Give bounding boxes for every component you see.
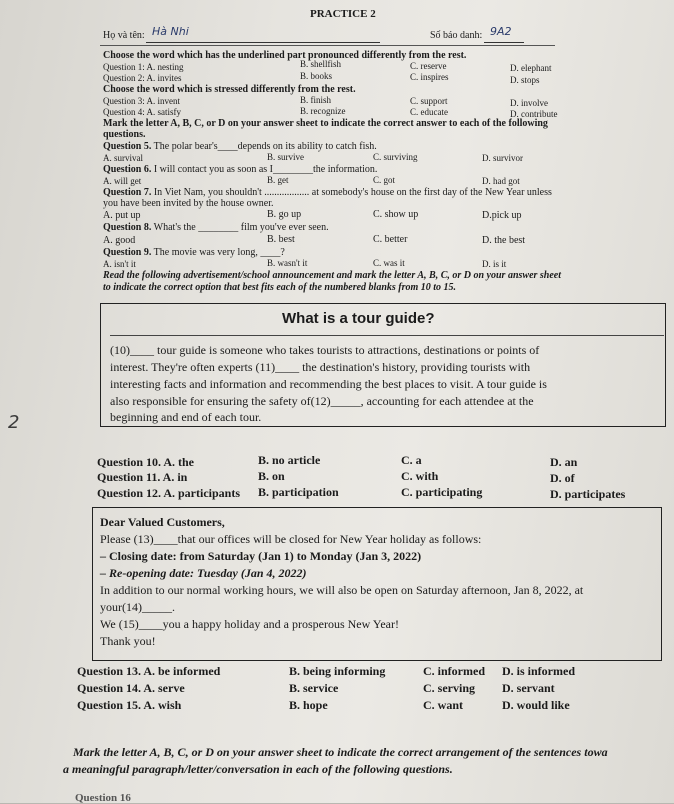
q4-a: Question 4: A. satisfy xyxy=(103,107,181,117)
q5-label: Question 5. xyxy=(103,141,152,152)
q2-c: C. inspires xyxy=(410,72,449,82)
tour-line-1: (10)____ tour guide is someone who takes tourists to attractions, destinations or points of xyxy=(110,343,540,357)
q10-c: C. a xyxy=(401,453,422,467)
q12-c: C. participating xyxy=(401,485,483,499)
notice-line-1: Please (13)____that our offices will be closed for New Year holiday as follows: xyxy=(100,532,482,546)
q11-c: C. with xyxy=(401,469,439,483)
section-pronunciation: Choose the word which has the underlined part pronounced differently from the rest. xyxy=(103,50,467,61)
q5-c: C. surviving xyxy=(373,152,418,162)
q11-d: D. of xyxy=(550,471,575,485)
q13-d: D. is informed xyxy=(502,664,575,678)
q10-a: Question 10. A. the xyxy=(97,455,195,469)
q6-d: D. had got xyxy=(482,176,520,186)
q7-stem-cont: you have been invited by the house owner. xyxy=(103,198,274,209)
q7-label: Question 7. xyxy=(103,187,152,198)
notice-line-5: your(14)_____. xyxy=(100,600,175,614)
q9-label: Question 9. xyxy=(103,247,152,258)
q8-stem: What's the ________ film you've ever seen. xyxy=(153,222,329,233)
q2-a: Question 2: A. invites xyxy=(103,73,182,83)
q7-c: C. show up xyxy=(373,209,419,220)
q6-a: A. will get xyxy=(103,176,142,186)
q1-a: Question 1: A. nesting xyxy=(103,62,184,72)
q8-a: A. good xyxy=(103,235,136,246)
section-mark: Mark the letter A, B, C, or D on your answer sheet to indicate the correct answer to each of the following xyxy=(103,118,548,129)
q14-b: B. service xyxy=(289,681,339,695)
section-mark-cont: questions. xyxy=(103,129,146,140)
notice-line-4: In addition to our normal working hours, we will also be open on Saturday afternoon, Jan 8, 2022, at xyxy=(100,583,584,597)
tour-line-5: beginning and end of each tour. xyxy=(110,410,262,424)
q4-c: C. educate xyxy=(410,107,448,117)
tour-title-rule xyxy=(110,335,664,336)
q1-d: D. elephant xyxy=(510,63,552,73)
q15-c: C. want xyxy=(423,698,464,712)
tour-line-2: interest. They're often experts (11)____ the destination's history, providing tourists with xyxy=(110,360,531,374)
q6-c: C. got xyxy=(373,175,396,185)
name-underline xyxy=(146,42,380,43)
sbd-underline xyxy=(484,42,524,43)
q3-c: C. support xyxy=(410,96,448,106)
sbd-label: Số báo danh: xyxy=(430,30,483,41)
q12-b: B. participation xyxy=(258,485,339,499)
header-divider xyxy=(100,45,555,46)
q13-a: Question 13. A. be informed xyxy=(77,664,221,678)
q3-b: B. finish xyxy=(300,95,332,105)
q7-a: A. put up xyxy=(103,210,141,221)
section-stress: Choose the word which is stressed differently from the rest. xyxy=(103,84,356,95)
section-arrangement-cont: a meaningful paragraph/letter/conversation in each of the following questions. xyxy=(63,762,453,776)
tour-line-3: interesting facts and information and recommending the best places to visit. A tour guide is xyxy=(110,377,547,391)
q14-c: C. serving xyxy=(423,681,475,695)
q15-d: D. would like xyxy=(502,698,570,712)
tour-line-4: also responsible for ensuring the safety of(12)_____, accounting for each attendee at the xyxy=(110,394,534,408)
q4-b: B. recognize xyxy=(300,106,346,116)
worksheet-title: PRACTICE 2 xyxy=(310,8,376,20)
name-label: Họ và tên: xyxy=(103,30,145,41)
q2-d: D. stops xyxy=(510,75,540,85)
q1-b: B. shellfish xyxy=(300,59,342,69)
q9-c: C. was it xyxy=(373,258,405,268)
name-value: Hà Nhi xyxy=(152,25,189,38)
q12-a: Question 12. A. participants xyxy=(97,486,241,500)
q9-stem: The movie was very long, ____? xyxy=(153,247,285,258)
q9-a: A. isn't it xyxy=(103,259,136,269)
section-arrangement: Mark the letter A, B, C, or D on your answer sheet to indicate the correct arrangement of the sentences towa xyxy=(73,745,608,759)
q3-d: D. involve xyxy=(510,98,548,108)
q14-a: Question 14. A. serve xyxy=(77,681,185,695)
margin-handwriting: 2 xyxy=(8,412,20,433)
q5-stem: The polar bear's____depends on its ability to catch fish. xyxy=(153,141,377,152)
q8-d: D. the best xyxy=(482,235,526,246)
q2-b: B. books xyxy=(300,71,333,81)
section-read-cont: to indicate the correct option that best fits each of the numbered blanks from 10 to 15. xyxy=(103,282,457,293)
q8-label: Question 8. xyxy=(103,222,152,233)
tour-guide-title: What is a tour guide? xyxy=(282,310,435,327)
q15-a: Question 15. A. wish xyxy=(77,698,182,712)
question-16-label: Question 16 xyxy=(75,792,131,804)
q7-d: D.pick up xyxy=(482,210,522,221)
q13-c: C. informed xyxy=(423,664,485,678)
q9-b: B. wasn't it xyxy=(267,258,308,268)
q7-stem: In Viet Nam, you shouldn't .................. at somebody's house on the first day of the New Year unless xyxy=(153,187,552,198)
sbd-value: 9A2 xyxy=(490,25,512,38)
q1-c: C. reserve xyxy=(410,61,447,71)
q10-b: B. no article xyxy=(258,453,321,467)
q15-b: B. hope xyxy=(289,698,328,712)
section-read: Read the following advertisement/school announcement and mark the letter A, B, C, or D on your answer sheet xyxy=(103,270,562,281)
q4-d: D. contribute xyxy=(510,109,558,119)
q6-stem: I will contact you as soon as I________the information. xyxy=(153,164,378,175)
q12-d: D. participates xyxy=(550,487,626,501)
q14-d: D. servant xyxy=(502,681,555,695)
notice-line-6: We (15)____you a happy holiday and a prosperous New Year! xyxy=(100,617,399,631)
q11-a: Question 11. A. in xyxy=(97,470,188,484)
q5-a: A. survival xyxy=(103,153,143,163)
q3-a: Question 3: A. invent xyxy=(103,96,180,106)
q5-b: B. survive xyxy=(267,152,304,162)
notice-line-7: Thank you! xyxy=(100,634,156,648)
q7-b: B. go up xyxy=(267,209,302,220)
q8-c: C. better xyxy=(373,234,408,245)
q13-b: B. being informing xyxy=(289,664,386,678)
q9-d: D. is it xyxy=(482,259,507,269)
q5-d: D. survivor xyxy=(482,153,523,163)
q8-b: B. best xyxy=(267,234,295,245)
notice-line-2: – Closing date: from Saturday (Jan 1) to Monday (Jan 3, 2022) xyxy=(100,549,422,563)
q6-label: Question 6. xyxy=(103,164,152,175)
notice-line-3: – Re-opening date: Tuesday (Jan 4, 2022) xyxy=(100,566,307,580)
notice-greeting: Dear Valued Customers, xyxy=(100,515,225,529)
q11-b: B. on xyxy=(258,469,285,483)
q10-d: D. an xyxy=(550,455,578,469)
q6-b: B. get xyxy=(267,175,289,185)
